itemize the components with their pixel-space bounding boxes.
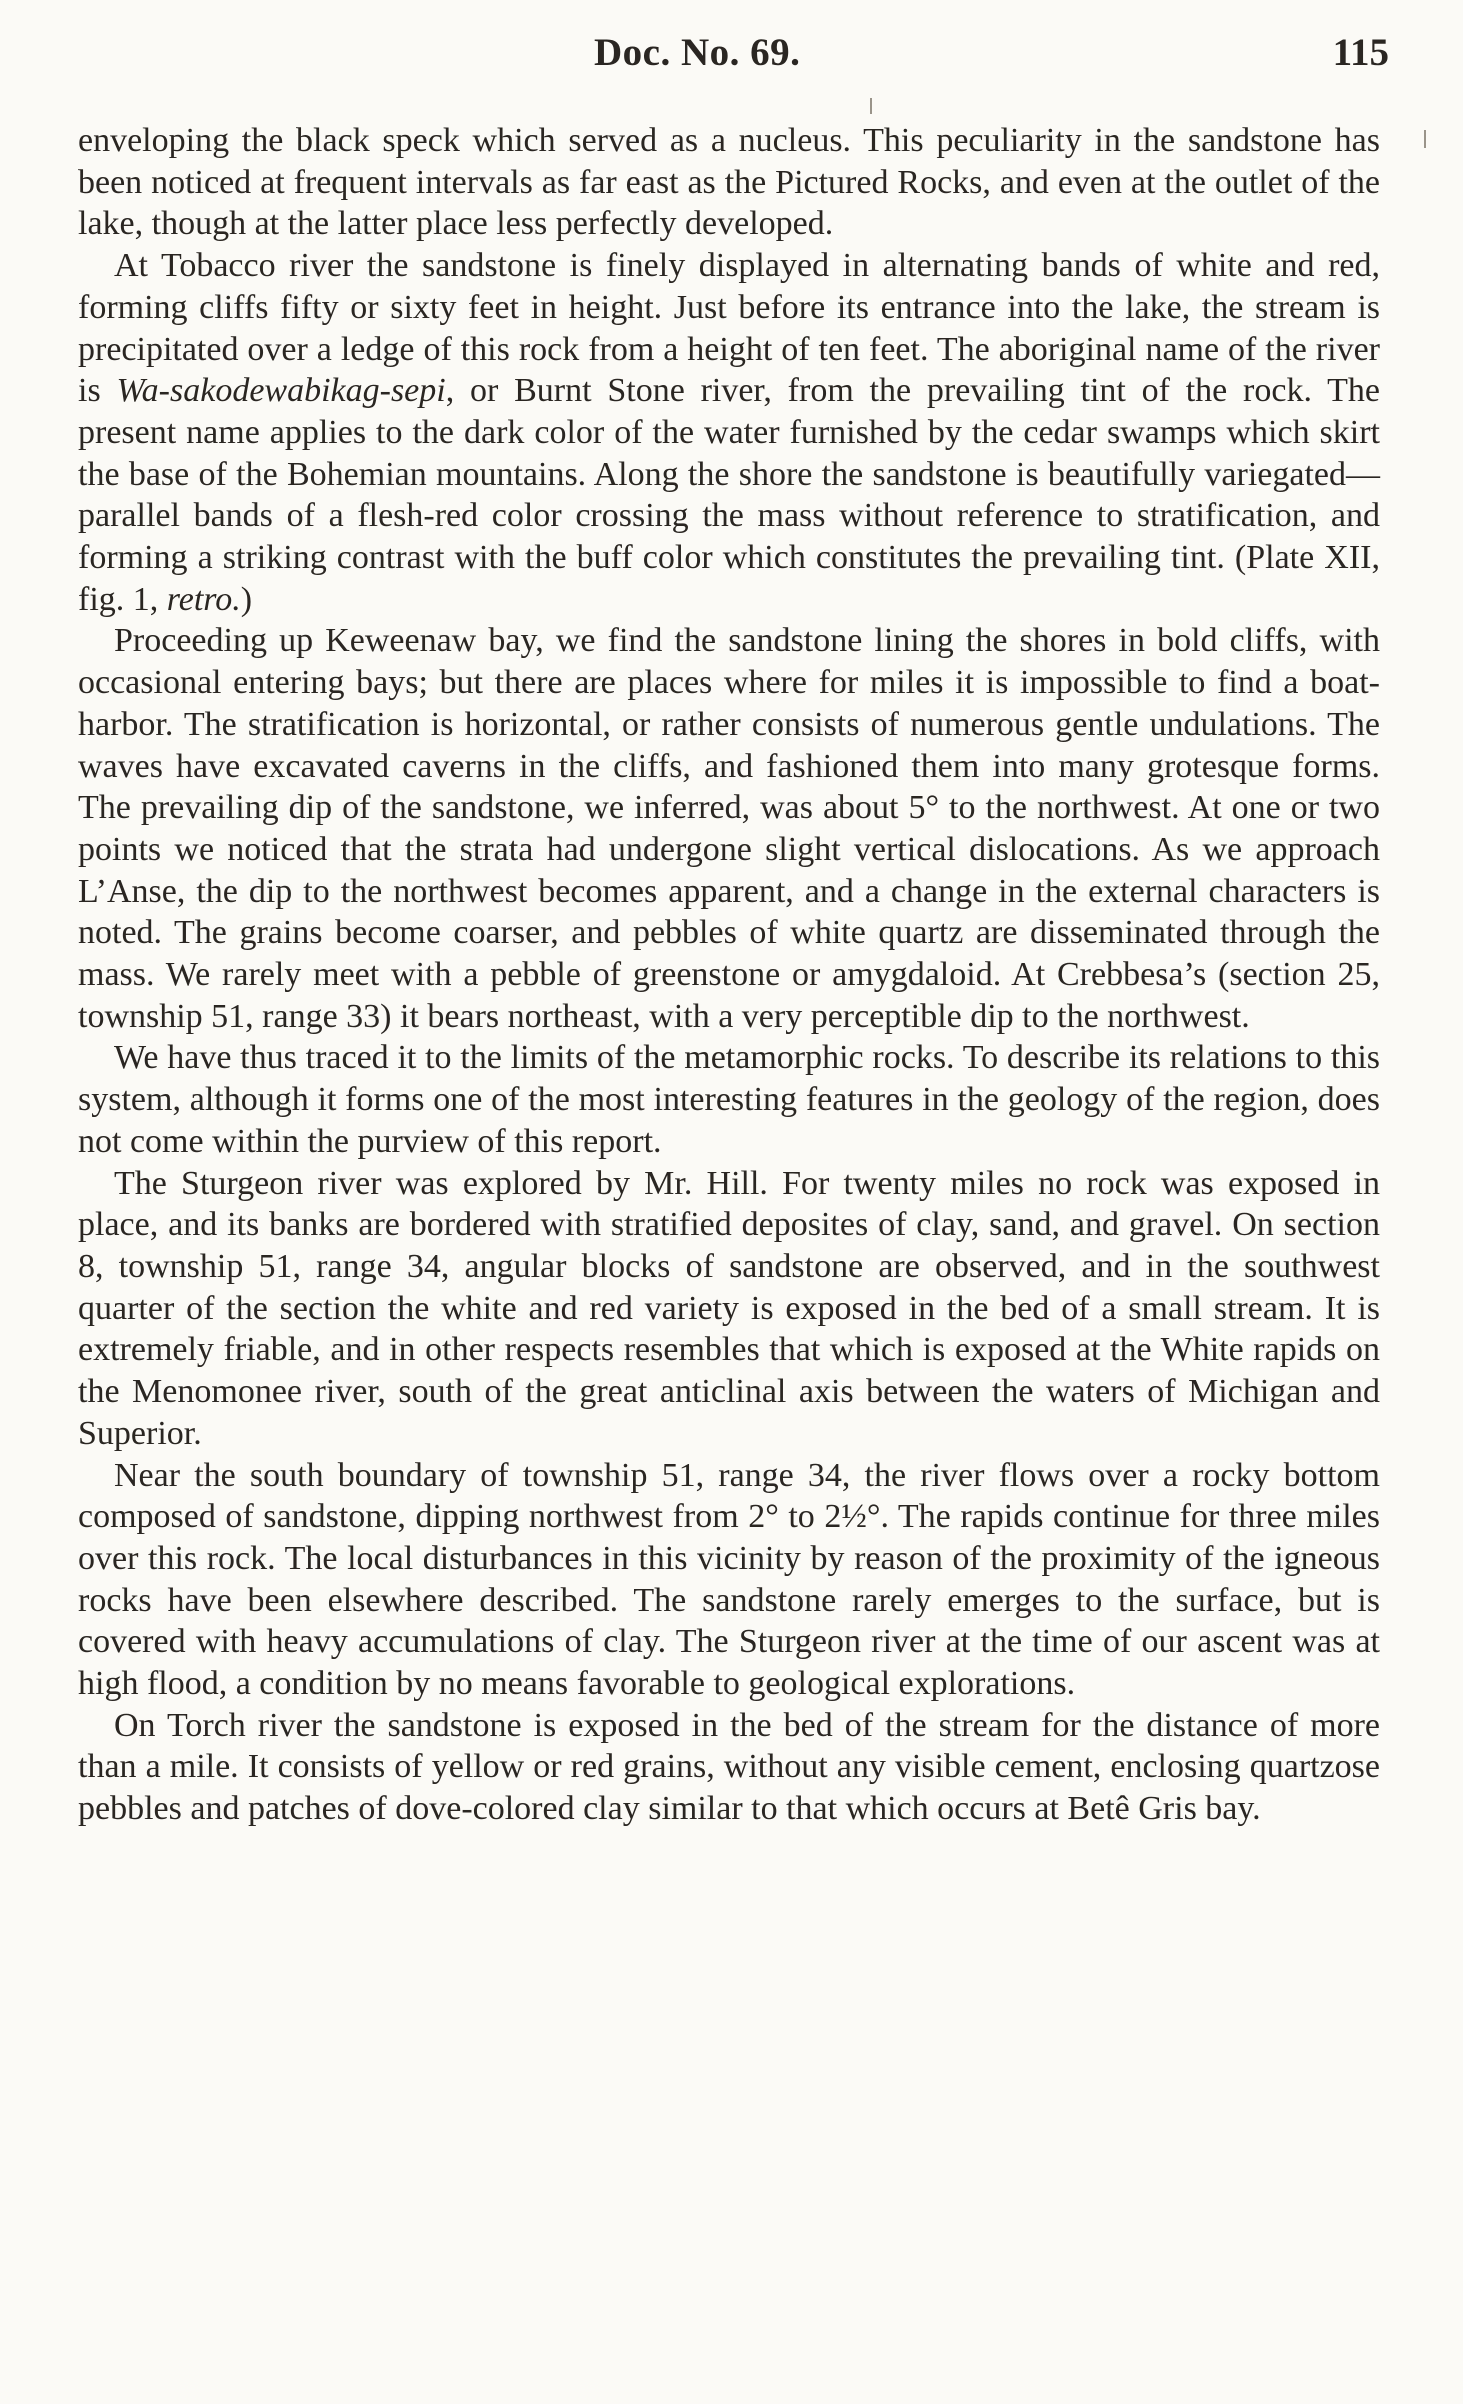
paragraph: Near the south boundary of township 51, range 34, the river flows over a rocky bottom composed of sandstone, dipping northwest from 2° to 2½°. The rapids continue for three miles over this rock. The local disturbances in this vicinity by reason of the proximity of the igneous rocks have been elsewhere described. The sandstone rarely emerges to the surface, but is covered with heavy accumulations of clay. The Sturgeon river at the time of our ascent was at high flood, a condition by no means favorable to geological explorations.	[78, 1456, 1380, 1703]
paragraph-run: )	[240, 580, 253, 618]
document-title: Doc. No. 69.	[594, 31, 801, 74]
paragraph: Proceeding up Keweenaw bay, we find the sandstone lining the shores in bold cliffs, with occasional entering bays; but there are places where for miles it is impossible to find a boat-harbor. The stratification is horizontal, or rather consists of numerous gentle undulations. The waves have excavated caverns in the cliffs, and fashioned them into many grotesque forms. The prevailing dip of the sandstone, we inferred, was about 5° to the northwest. At one or two points we noticed that the strata had undergone slight vertical dislocations. As we approach L’Anse, the dip to the northwest becomes apparent, and a change in the external characters is noted. The grains become coarser, and pebbles of white quartz are disseminated through the mass. We rarely meet with a pebble of greenstone or amygdaloid. At Crebbesa’s (section 25, township 51, range 33) it bears northeast, with a very perceptible dip to the northwest.	[78, 622, 1380, 1035]
paragraph: enveloping the black speck which served as a nucleus. This peculiarity in the sandstone has been noticed at frequent intervals as far east as the Pictured Rocks, and even at the outlet of the lake, though at the latter place less perfectly developed.	[78, 122, 1380, 243]
plate-reference: retro.	[166, 580, 241, 618]
scan-mark	[1424, 130, 1426, 148]
paragraph	[78, 245, 1380, 620]
paragraph: We have thus traced it to the limits of the metamorphic rocks. To describe its relations to this system, although it forms one of the most interesting features in the geology of the region, does not come within the purview of this report.	[78, 1039, 1380, 1160]
paragraph: On Torch river the sandstone is exposed in the bed of the stream for the distance of more than a mile. It consists of yellow or red grains, without any visible cement, enclosing quartzose pebbles and patches of dove-colored clay similar to that which occurs at Betê Gris bay.	[78, 1706, 1380, 1828]
running-head	[0, 22, 1463, 82]
paragraph-run: , or Burnt Stone river, from the prevailing tint of the rock. The present name applies to the dark color of the water furnished by the cedar swamps which skirt the base of the Bohemian mountains. Along the shore the sandstone is beautifully variegated—parallel bands of a flesh-red color crossing the mass without reference to stratification, and forming a striking contrast with the buff color which constitutes the prevailing tint. (Plate XII, fig. 1,	[78, 372, 1380, 618]
scan-mark	[870, 98, 872, 114]
body-text	[78, 120, 1380, 1830]
paragraph: The Sturgeon river was explored by Mr. Hill. For twenty miles no rock was exposed in place, and its banks are bordered with stratified deposites of clay, sand, and gravel. On section 8, township 51, range 34, angular blocks of sandstone are observed, and in the southwest quarter of the section the white and red variety is exposed in the bed of a small stream. It is extremely friable, and in other respects resembles that which is exposed at the White rapids on the Menomonee river, south of the great anticlinal axis between the waters of Michigan and Superior.	[78, 1164, 1380, 1452]
page-number: 115	[1332, 31, 1389, 74]
aboriginal-name: Wa-sakodewabikag-sepi	[116, 372, 446, 410]
paragraph-run: At Tobacco river the sandstone is finely displayed in alternating bands of white and red, forming cliffs fifty or sixty feet in height. Just before its entrance into the lake, the stream is precipitated over a ledge of this rock from a height of ten feet. The aboriginal name of the river is	[78, 247, 1380, 410]
